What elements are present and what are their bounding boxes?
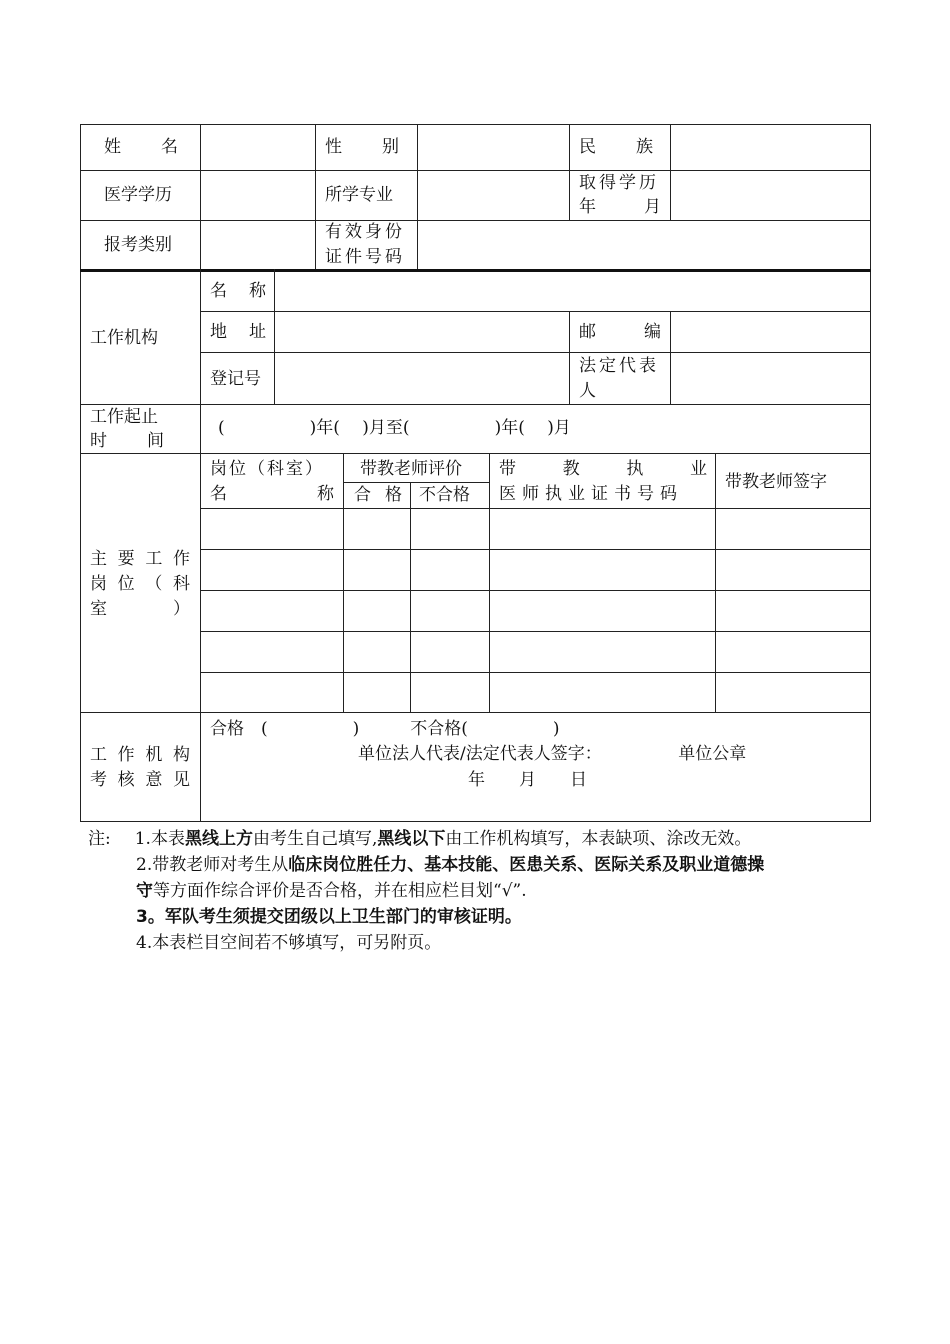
label-exam-category: 报考类别 [104, 235, 172, 255]
input-gender[interactable] [418, 125, 569, 170]
label-degree-date: 取得学历 [579, 173, 659, 193]
input-major[interactable] [418, 171, 569, 220]
label-legal-rep: 法定代表 [579, 356, 659, 376]
label-legal-rep-line2: 人 [579, 381, 596, 401]
review-result[interactable]: 合格 ( ) 不合格( ) [210, 719, 560, 739]
input-reg-no[interactable] [275, 353, 569, 404]
header-fail: 不合格 [419, 485, 470, 505]
table-row[interactable] [201, 509, 870, 549]
notes-section [88, 826, 878, 956]
label-reg-no: 登记号 [210, 369, 261, 389]
table-row[interactable] [201, 632, 870, 672]
label-main-posts-line3: 室 ） [90, 599, 190, 619]
registration-form-table [80, 124, 871, 822]
label-medical-education: 医学学历 [104, 185, 172, 205]
label-org-review: 工 作 机 构 [90, 745, 190, 765]
input-exam-category[interactable] [201, 221, 315, 269]
label-org-review-line2: 考 核 意 见 [90, 770, 190, 790]
label-main-posts-line2: 岗 位 （ 科 [90, 574, 190, 594]
label-org-address: 地 址 [210, 322, 266, 342]
input-id-number[interactable] [418, 221, 870, 269]
input-medical-education[interactable] [201, 171, 315, 220]
table-row[interactable] [201, 550, 870, 590]
notes-label: 注: [88, 829, 111, 849]
input-org-address[interactable] [275, 312, 569, 352]
input-ethnicity[interactable] [671, 125, 870, 170]
note-2-cont: 守等方面作综合评价是否合格，并在相应栏目划“√”. [136, 881, 527, 901]
label-ethnicity: 民 族 [579, 137, 653, 157]
label-id-number-line2: 证件号码 [325, 247, 405, 267]
label-degree-date-line2: 年 月 [579, 197, 661, 217]
table-border-bottom [80, 821, 871, 822]
label-name: 姓 名 [104, 137, 178, 157]
table-border-left [80, 124, 81, 822]
header-teacher-eval: 带教老师评价 [360, 459, 462, 479]
table-row[interactable] [201, 673, 870, 712]
header-license-line2: 医师执业证书号码 [499, 484, 683, 504]
label-major: 所学专业 [325, 185, 393, 205]
header-teacher-sign: 带教老师签字 [725, 472, 827, 492]
work-period-value[interactable]: ( )年( )月至( )年( )月 [218, 418, 571, 438]
table-border-right [870, 124, 871, 822]
input-legal-rep[interactable] [671, 353, 870, 404]
input-name[interactable] [201, 125, 315, 170]
label-work-period-line2: 时 间 [90, 431, 164, 451]
review-date: 年 月 日 [468, 770, 587, 790]
note-4: 4.本表栏目空间若不够填写，可另附页。 [136, 933, 442, 953]
header-post-name: 岗位（科室） [210, 459, 324, 479]
label-work-org: 工作机构 [90, 328, 158, 348]
note-2: 2.带教老师对考生从临床岗位胜任力、基本技能、医患关系、医际关系及职业道德操 [136, 855, 765, 875]
note-3: 3。军队考生须提交团级以上卫生部门的审核证明。 [136, 907, 522, 927]
header-license: 带 教 执 业 [499, 459, 707, 479]
review-signature: 单位法人代表/法定代表人签字： 单位公章 [358, 744, 747, 764]
label-gender: 性 别 [325, 137, 399, 157]
label-main-posts: 主 要 工 作 [90, 549, 190, 569]
input-postcode[interactable] [671, 312, 870, 352]
label-org-name: 名 称 [210, 281, 266, 301]
header-post-name-line2: 名 称 [210, 484, 334, 504]
input-org-name[interactable] [275, 272, 870, 311]
note-1: 注: 1.本表黑线上方由考生自己填写,黑线以下由工作机构填写，本表缺项、涂改无效。 [88, 829, 752, 849]
input-degree-date[interactable] [671, 171, 870, 220]
label-postcode: 邮 编 [579, 322, 661, 342]
table-row[interactable] [201, 591, 870, 631]
label-id-number: 有效身份 [325, 222, 405, 242]
header-pass: 合 格 [354, 485, 402, 505]
label-work-period: 工作起止 [90, 407, 158, 427]
